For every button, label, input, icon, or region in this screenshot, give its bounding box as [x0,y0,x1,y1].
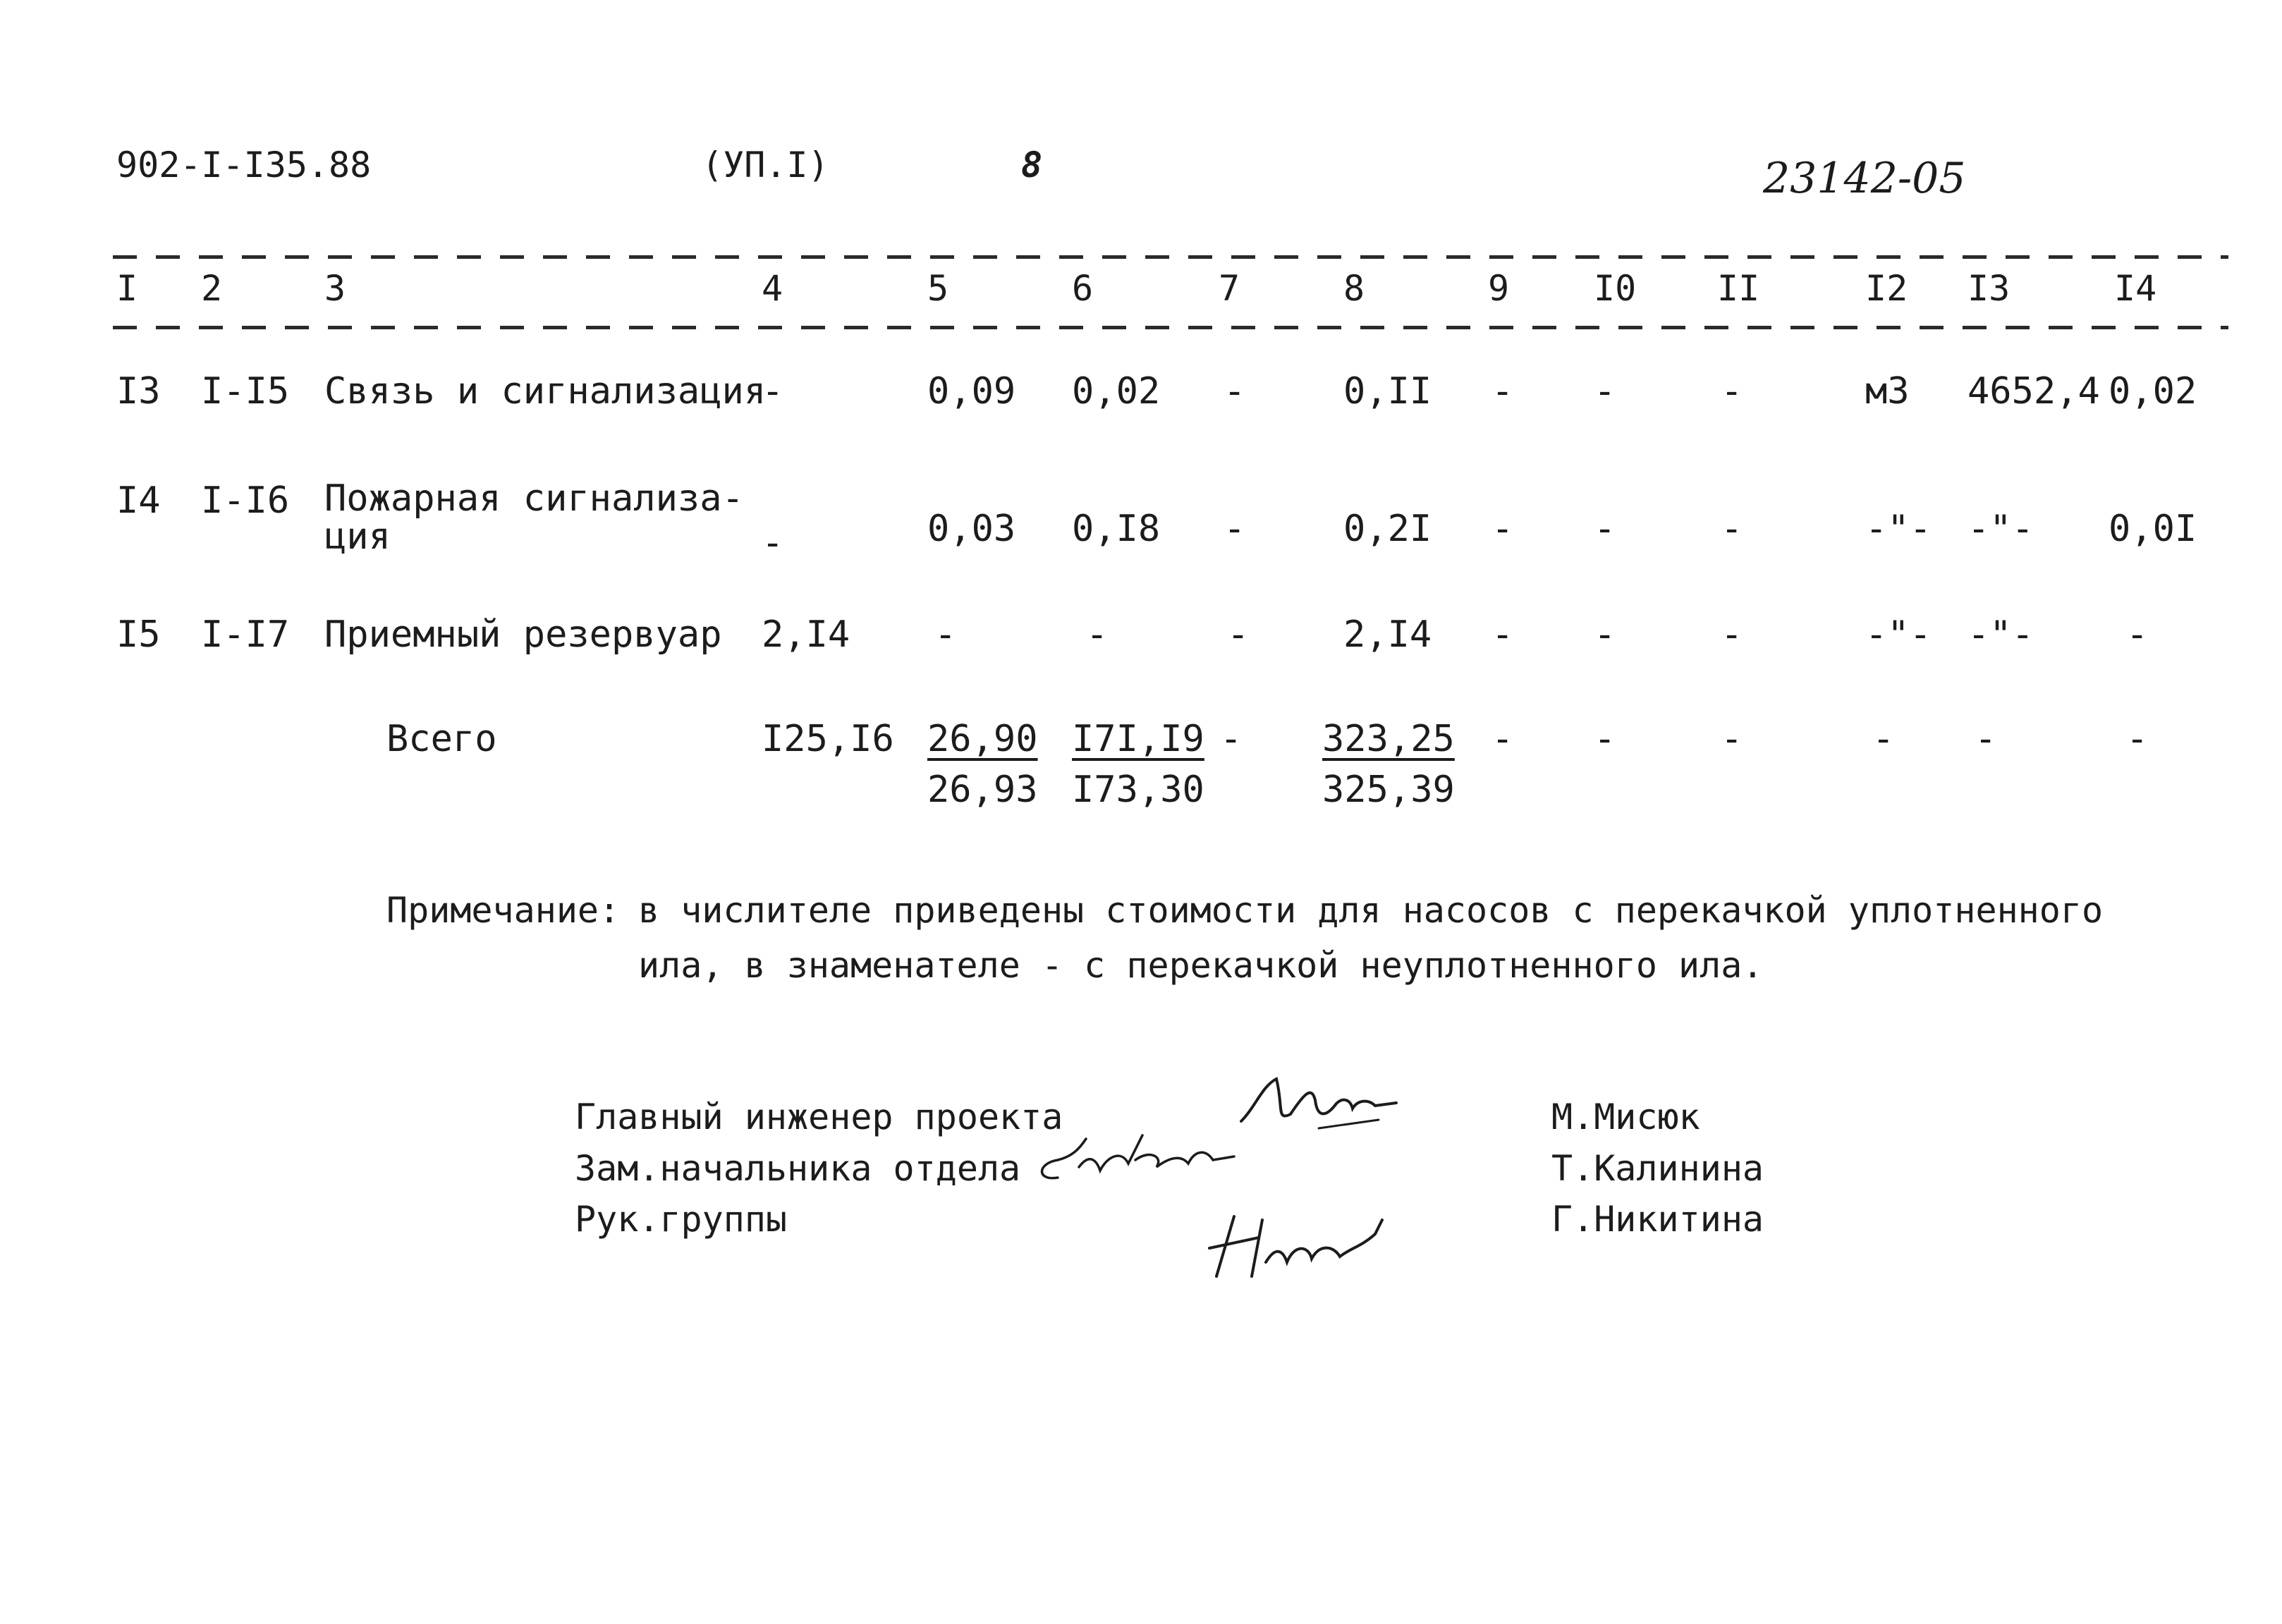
cell-unit: м3 [1865,370,1910,413]
cell-col14: 0,02 [2109,370,2197,413]
cell-col10: - [1594,370,1616,413]
cell-col4: - [762,370,784,413]
table-row [0,370,2282,455]
total-col9: - [1491,718,1514,760]
total-col5-denominator: 26,93 [927,769,1038,811]
note-line-2: ила, в знаменателе - с перекачкой неуплотненного ила. [638,945,1764,986]
cell-col11: - [1721,508,1743,550]
cell-col4: - [762,522,784,564]
volume-label: (УП.I) [702,145,829,185]
cell-number: I3 [116,370,161,413]
column-header-11: II [1717,268,1760,309]
cell-col14: 0,0I [2109,508,2197,550]
total-col6-denominator: I73,30 [1072,769,1204,811]
table-row [0,477,2282,564]
cell-number: I4 [116,480,161,522]
column-header-3: 3 [324,268,346,309]
column-header-9: 9 [1488,268,1510,309]
total-col11: - [1721,718,1743,760]
cell-col8: 2,I4 [1343,613,1432,656]
total-col13: - [1975,718,1997,760]
total-col8-numerator: 323,25 [1322,718,1455,760]
column-header-13: I3 [1967,268,2011,309]
signature-name: Т.Калинина [1551,1148,1764,1189]
total-col4: I25,I6 [762,718,894,760]
cell-unit: -"- [1865,613,1932,656]
cell-col8: 0,II [1343,370,1432,413]
note-line-1: в числителе приведены стоимости для насосов с перекачкой уплотненного [638,890,2104,931]
cell-name: Пожарная сигнализа-ция [324,477,744,558]
signature-role: Главный инженер проекта [575,1097,1063,1137]
cell-col8: 0,2I [1343,508,1432,550]
handwritten-signature [1234,1065,1403,1142]
cell-quantity: 4652,4 [1967,370,2100,413]
cell-col6: 0,02 [1072,370,1161,413]
column-header-2: 2 [201,268,223,309]
cell-number: I5 [116,613,161,656]
cell-col14: - [2126,613,2149,656]
note-label: Примечание: [386,890,621,931]
column-header-1: I [116,268,138,309]
column-header-4: 4 [762,268,783,309]
cell-col7: - [1224,508,1246,550]
cell-quantity: -"- [1967,508,2034,550]
cell-name: Связь и сигнализация [324,370,767,413]
cell-col6: 0,I8 [1072,508,1161,550]
cell-unit: -"- [1865,508,1932,550]
header-top-rule [113,255,2228,259]
total-col10: - [1594,718,1616,760]
cell-col10: - [1594,508,1616,550]
cell-code: I-I7 [201,613,290,656]
column-header-10: I0 [1594,268,1637,309]
total-col7: - [1220,718,1243,760]
total-col5-numerator: 26,90 [927,718,1038,760]
cell-name: Приемный резервуар [324,613,722,656]
column-header-6: 6 [1072,268,1094,309]
table-row [0,613,2282,698]
handwritten-signature [1195,1206,1393,1283]
column-header-14: I4 [2114,268,2157,309]
column-header-7: 7 [1219,268,1240,309]
cell-col9: - [1491,370,1514,413]
cell-col11: - [1721,613,1743,656]
column-header-12: I2 [1865,268,1908,309]
cell-col11: - [1721,370,1743,413]
signature-name: Г.Никитина [1551,1199,1764,1240]
header-bottom-rule [113,326,2228,329]
cell-col10: - [1594,613,1616,656]
total-label: Всего [386,718,497,760]
cell-col5: - [934,613,957,656]
handwritten-signature [1030,1128,1241,1192]
cell-quantity: -"- [1967,613,2034,656]
signature-name: М.Мисюк [1551,1097,1700,1137]
total-col6-numerator: I7I,I9 [1072,718,1204,760]
cell-col5: 0,09 [927,370,1016,413]
total-col8-denominator: 325,39 [1322,769,1455,811]
total-col12: - [1872,718,1895,760]
total-row [0,718,2282,824]
stamp-number: 23142-05 [1763,154,1966,203]
column-header-5: 5 [927,268,949,309]
column-header-8: 8 [1343,268,1365,309]
cell-col4: 2,I4 [762,613,850,656]
cell-col9: - [1491,613,1514,656]
cell-code: I-I6 [201,480,290,522]
page-number: 8 [1021,145,1043,185]
cell-col7: - [1224,370,1246,413]
signature-role: Рук.группы [575,1199,788,1240]
total-col14: - [2126,718,2149,760]
cell-code: I-I5 [201,370,290,413]
document-code: 902-I-I35.88 [116,145,372,185]
cell-col6: - [1086,613,1109,656]
signature-role: Зам.начальника отдела [575,1148,1021,1189]
cell-col7: - [1227,613,1250,656]
cell-col5: 0,03 [927,508,1016,550]
cell-col9: - [1491,508,1514,550]
